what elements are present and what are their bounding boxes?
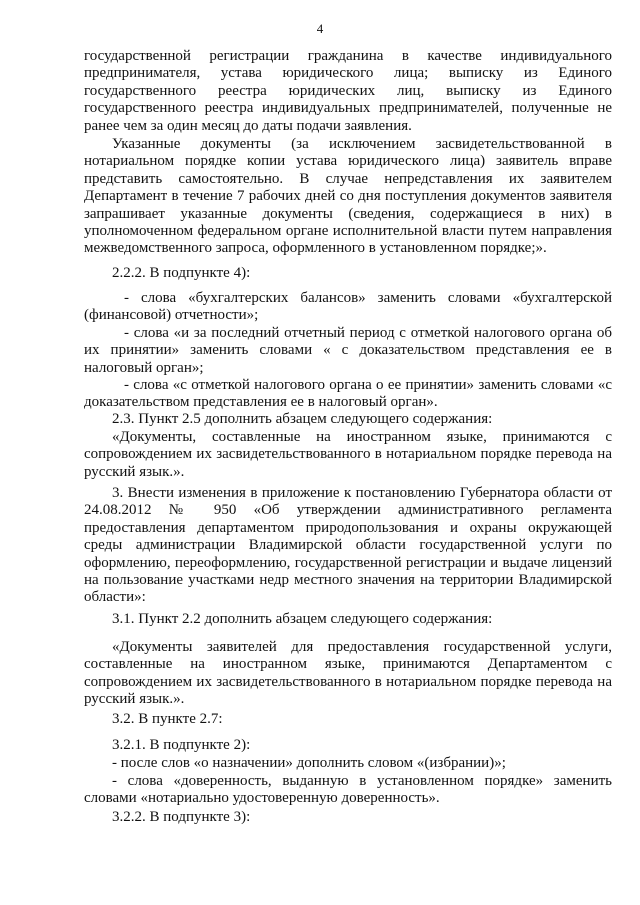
page-number: 4 <box>316 21 324 36</box>
list-item-power-of-attorney: - слова «доверенность, выданную в установленном порядке» заменить словами «нотариально удостоверенную доверенность». <box>84 773 612 807</box>
paragraph-continuation: государственной регистрации гражданина в качестве индивидуального предпринимателя, устава юридического лица; выписку из Единого государственного реестра юридических лиц, выписку из Единого государственного реестра индивидуальных предпринимателей, полученные не ранее чем за один месяц до даты подачи заявления. <box>84 48 612 134</box>
list-item-tax-mark: - слова «с отметкой налогового органа о ее принятии» заменить словами «с доказательством представления ее в налоговый орган». <box>84 377 612 411</box>
subitem-3-2-1: 3.2.1. В подпункте 2): <box>112 737 251 753</box>
subitem-heading-2-2-2: 2.2.2. В подпункте 4): <box>112 265 251 281</box>
subitem-3-2-2: 3.2.2. В подпункте 3): <box>112 809 251 825</box>
quote-foreign-documents: «Документы, составленные на иностранном языке, принимаются с сопровождением их засвидетельствованного в нотариальном порядке перевода на русский язык.». <box>84 429 612 480</box>
list-item-accounting: - слова «бухгалтерских балансов» заменить словами «бухгалтерской (финансовой) отчетности»; <box>84 290 612 324</box>
list-item-last-period: - слова «и за последний отчетный период с отметкой налогового органа об их принятии» заменить словами « с доказательством представления ее в налоговый орган»; <box>84 325 612 376</box>
paragraph-item-3: 3. Внести изменения в приложение к постановлению Губернатора области от 24.08.2012 № 950 «Об утверждении административного регламента предоставления департаментом природопользования и охраны окружающей среды администрации Владимирской области государственной услуги по оформлению, переоформлению, государственной регистрации и выдаче лицензий на пользование участками недр местного значения на территории Владимирской области»: <box>84 485 612 606</box>
quote-applicant-documents: «Документы заявителей для предоставления государственной услуги, составленные на иностранном языке, принимаются Департаментом с сопровождением их засвидетельствованного в нотариальном порядке перевода на русский язык.». <box>84 639 612 708</box>
item-2-3: 2.3. Пункт 2.5 дополнить абзацем следующего содержания: <box>112 411 493 427</box>
paragraph-optional-documents: Указанные документы (за исключением засвидетельствованной в нотариальном порядке копии устава юридического лица) заявитель вправе представить самостоятельно. В случае непредставления их заявителем Департамент в течение 7 рабочих дней со дня поступления документов заявителя запрашивает указанные документы (сведения, содержащиеся в них) в уполномоченном федеральном органе исполнительной власти путем направления межведомственного запроса, оформленного в установленном порядке;». <box>84 136 612 257</box>
list-item-election: - после слов «о назначении» дополнить словом «(избрании)»; <box>112 755 506 771</box>
item-3-2: 3.2. В пункте 2.7: <box>112 711 223 727</box>
item-3-1: 3.1. Пункт 2.2 дополнить абзацем следующего содержания: <box>112 611 493 627</box>
